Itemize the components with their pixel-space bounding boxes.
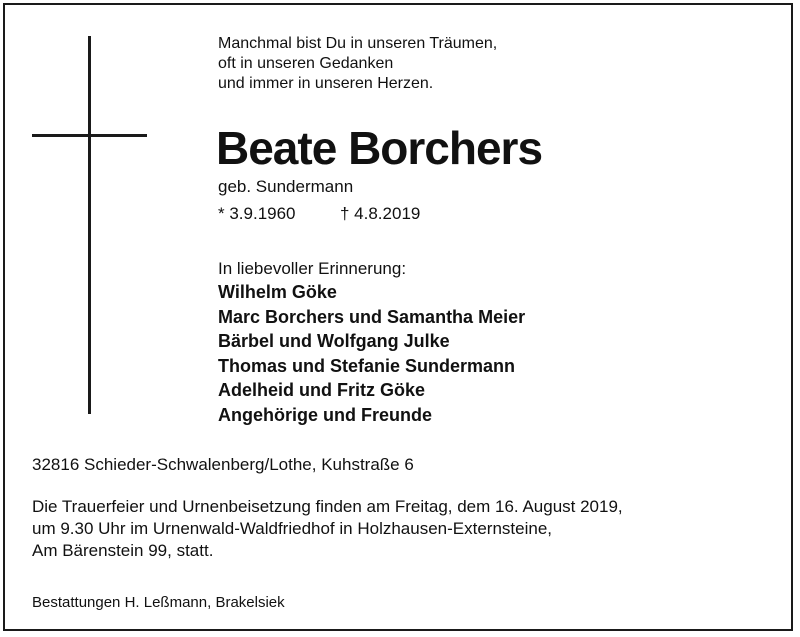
maiden-name: geb. Sundermann [218,177,354,196]
mourner-entry: Thomas und Stefanie Sundermann [218,355,516,376]
poem-line: Manchmal bist Du in unseren Träumen, [218,35,498,52]
deceased-name: Beate Borchers [216,122,543,174]
family-address: 32816 Schieder-Schwalenberg/Lothe, Kuhstraße 6 [32,455,414,474]
memory-intro: In liebevoller Erinnerung: [218,259,407,278]
memorial-poem [218,34,497,94]
life-dates [218,203,421,225]
mourner-entry: Bärbel und Wolfgang Julke [218,331,450,351]
poem-line: oft in unseren Gedanken [218,55,394,72]
mourners-list [218,280,525,427]
mourner-entry: Wilhelm Göke [218,282,337,302]
mourner-entry: Marc Borchers und Samantha Meier [218,306,526,327]
service-details [32,496,623,562]
undertaker-credit: Bestattungen H. Leßmann, Brakelsiek [32,594,285,611]
death-date: † 4.8.2019 [340,204,421,223]
cross-icon-vertical [88,36,91,414]
service-line: Am Bärenstein 99, statt. [32,541,214,560]
mourner-entry: Adelheid und Fritz Göke [218,380,426,400]
service-line: um 9.30 Uhr im Urnenwald-Waldfriedhof in Holzhausen-Externsteine, [32,519,552,538]
service-line: Die Trauerfeier und Urnenbeisetzung finden am Freitag, dem 16. August 2019, [32,497,623,516]
birth-date: * 3.9.1960 [218,204,296,223]
poem-line: und immer in unseren Herzen. [218,75,434,92]
cross-icon-horizontal [32,134,147,137]
mourner-entry: Angehörige und Freunde [218,404,432,425]
